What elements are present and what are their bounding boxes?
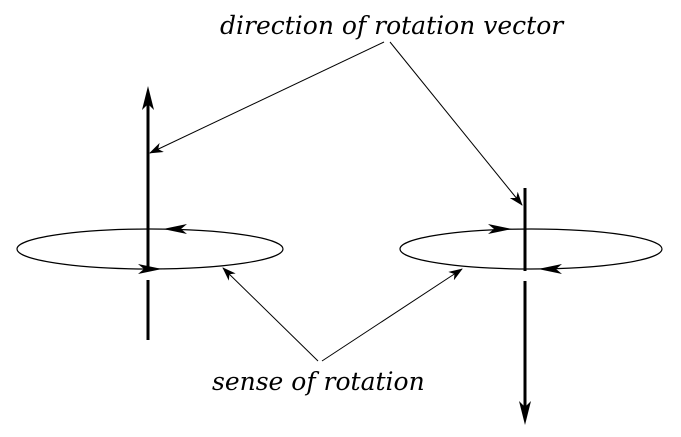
direction-pointer-right — [390, 42, 522, 205]
right-top-rotation-arrow-icon — [488, 224, 512, 234]
left-rotation-group — [17, 86, 283, 340]
left-rotation-ellipse — [17, 229, 283, 269]
direction-of-rotation-vector-label: direction of rotation vector — [220, 11, 564, 40]
direction-pointer-left — [150, 42, 384, 153]
right-rotation-ellipse — [400, 229, 662, 269]
sense-of-rotation-label: sense of rotation — [212, 367, 425, 396]
sense-pointer-left — [223, 268, 318, 361]
sense-pointer-right — [322, 269, 462, 361]
right-rotation-group — [400, 188, 662, 425]
